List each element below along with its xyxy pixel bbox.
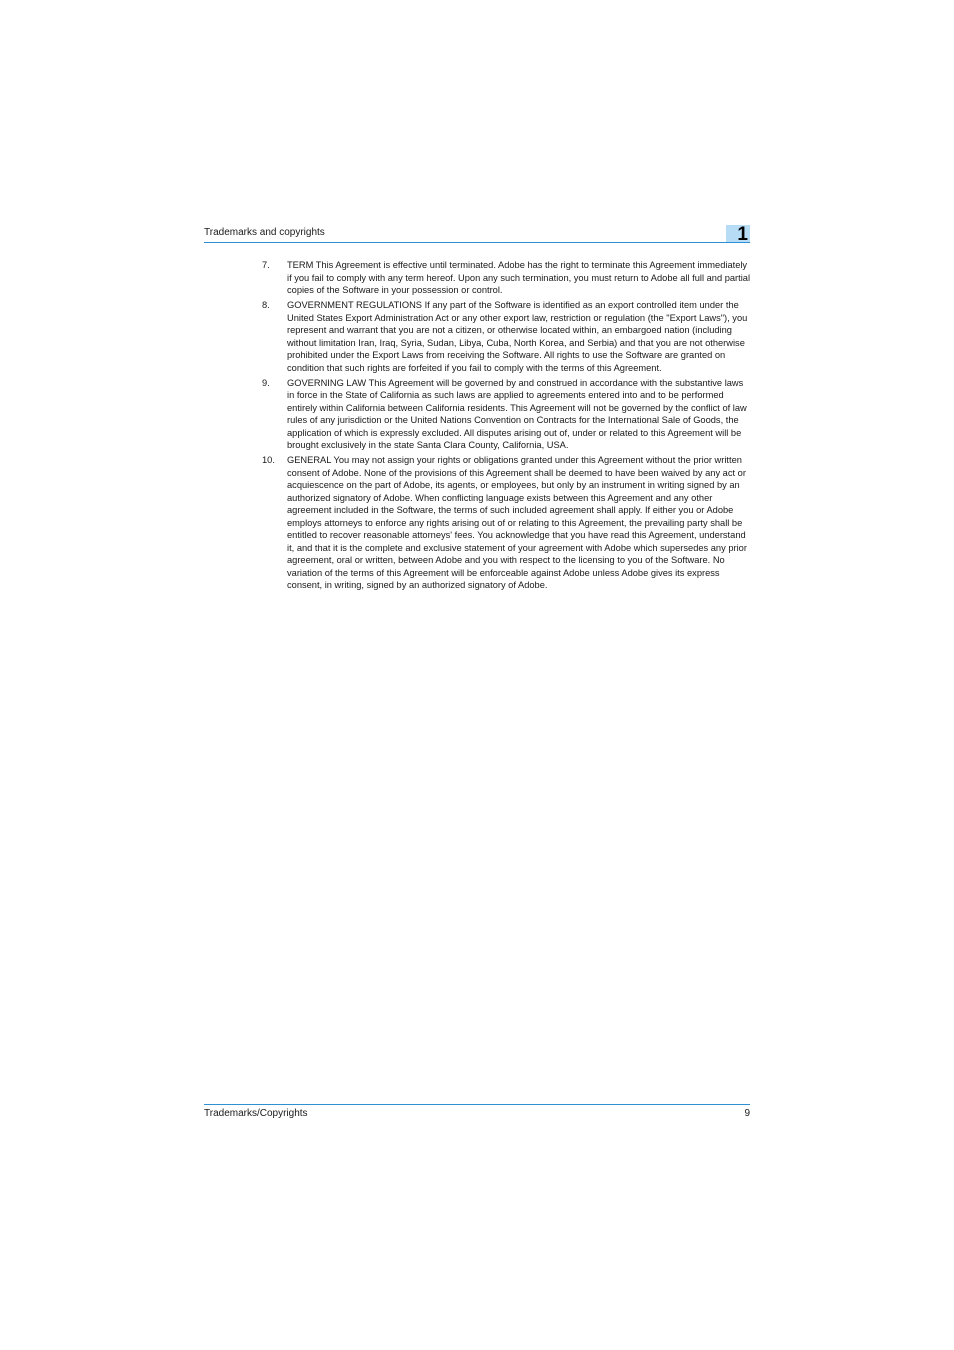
list-item-text: TERM This Agreement is effective until terminated. Adobe has the right to terminate this Agreement immediately if you fail to comply with any term hereof. Upon any such termination, you must return to Adobe all full and partial copies of the Software in your possession or control. [287, 260, 751, 295]
list-item-text: GENERAL You may not assign your rights or obligations granted under this Agreement without the prior written consent of Adobe. None of the provisions of this Agreement shall be deemed to have been waived by any act or acquiescence on the part of Adobe, its agents, or employees, but only by an instrument in writing signed by an authorized signatory of Adobe. When conflicting language exists between this Agreement and any other agreement included in the Software, the terms of such included agreement shall apply. If either you or Adobe employs attorneys to enforce any rights arising out of or relating to this Agreement, the prevailing party shall be entitled to recover reasonable attorneys' fees. You acknowledge that you have read this Agreement, understand it, and that it is the complete and exclusive statement of your agreement with Adobe which supersedes any prior agreement, oral or written, between Adobe and you with respect to the licensing to you of the Software. No variation of the terms of this Agreement will be enforceable against Adobe unless Adobe gives its express consent, in writing, signed by an authorized signatory of Adobe. [287, 455, 747, 590]
page-header [204, 224, 750, 243]
agreement-list [262, 259, 750, 594]
list-item-number: 10. [262, 455, 275, 465]
header-title: Trademarks and copyrights [204, 227, 325, 238]
list-item [262, 454, 750, 592]
page-number: 9 [744, 1108, 750, 1119]
list-item [262, 259, 750, 297]
chapter-number: 1 [737, 224, 748, 245]
list-item [262, 377, 750, 452]
footer-title: Trademarks/Copyrights [204, 1108, 308, 1119]
list-item-text: GOVERNING LAW This Agreement will be governed by and construed in accordance with the substantive laws in force in the State of California as such laws are applied to agreements entered into and to be performed entirely within California between California residents. This Agreement will not be governed by the conflict of law rules of any jurisdiction or the United Nations Convention on Contracts for the International Sale of Goods, the application of which is expressly excluded. All disputes arising out of, under or related to this Agreement will be brought exclusively in the state Santa Clara County, California, USA. [287, 377, 747, 450]
chapter-tab [726, 224, 750, 245]
list-item [262, 299, 750, 374]
list-item-text: GOVERNMENT REGULATIONS If any part of the Software is identified as an export controlled item under the United States Export Administration Act or any other export law, restriction or regulation (the "Export Laws"), you represent and warrant that you are not a citizen, or otherwise located within, an embargoed nation (including without limitation Iran, Iraq, Syria, Sudan, Libya, Cuba, North Korea, and Serbia) and that you are not otherwise prohibited under the Export Laws from receiving the Software. All rights to use the Software are granted on condition that such rights are forfeited if you fail to comply with the terms of this Agreement. [287, 300, 748, 373]
list-item-number: 9. [262, 377, 270, 388]
page-footer [204, 1104, 750, 1123]
list-item-number: 7. [262, 260, 270, 270]
list-item-number: 8. [262, 300, 270, 310]
